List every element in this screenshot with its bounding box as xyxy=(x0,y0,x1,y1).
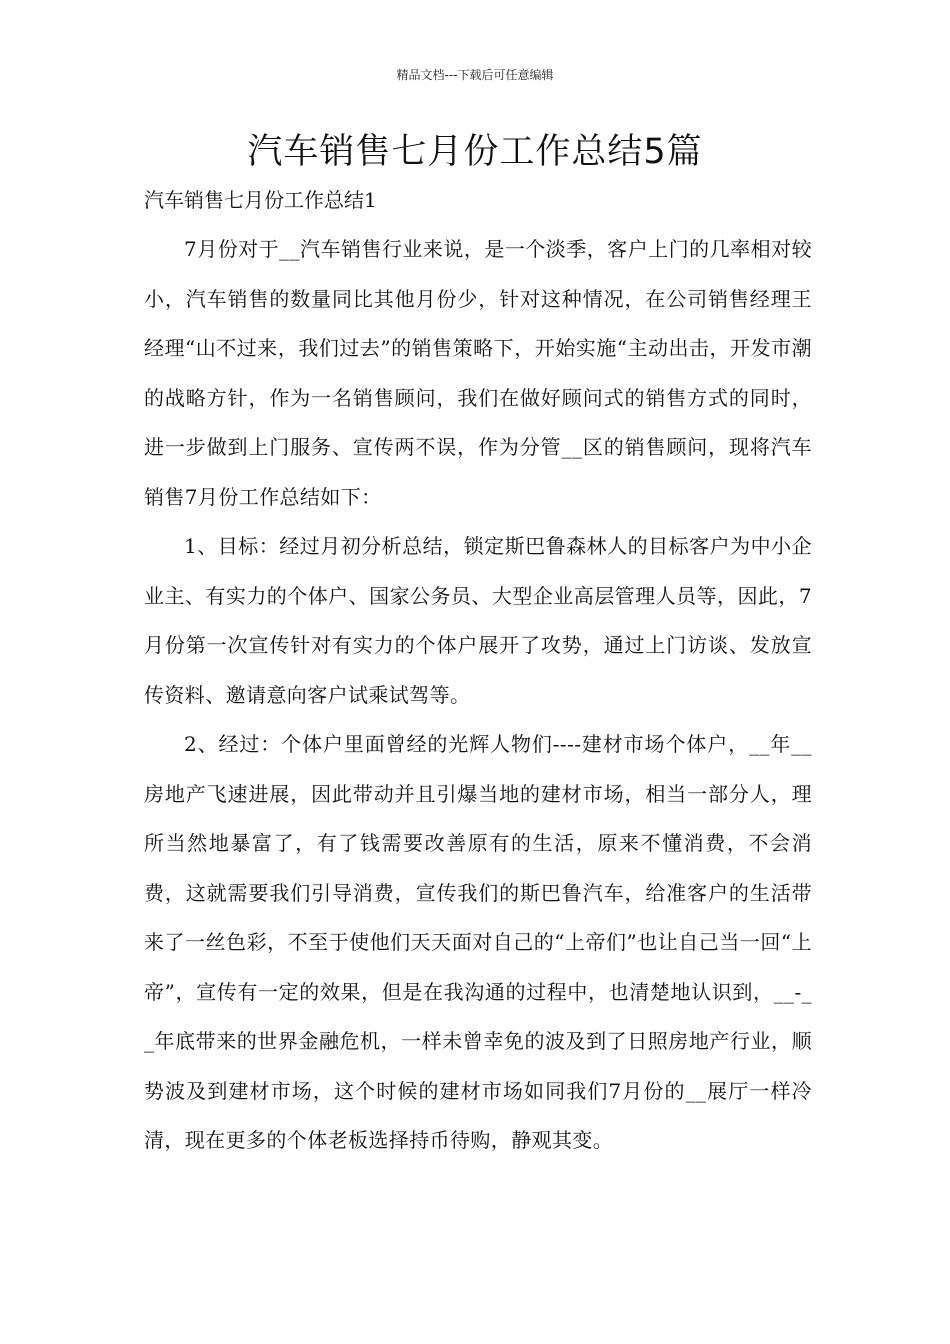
paragraph-target: 1、目标：经过月初分析总结，锁定斯巴鲁森林人的目标客户为中小企业主、有实力的个体户、国家公务员、大型企业高层管理人员等，因此，7月份第一次宣传针对有实力的个体户展开了攻势，通过上门访谈、发放宣传资料、邀请意向客户试乘试驾等。 xyxy=(144,534,812,707)
header-note: 精品文档---下载后可任意编辑 xyxy=(396,68,554,82)
section-heading: 汽车销售七月份工作总结1 xyxy=(144,188,377,212)
paragraph-process: 2、经过：个体户里面曾经的光辉人物们----建材市场个体户，__年__房地产飞速进展，因此带动并且引爆当地的建材市场，相当一部分人，理所当然地暴富了，有了钱需要改善原有的生活，原来不懂消费，不会消费，这就需要我们引导消费，宣传我们的斯巴鲁汽车，给准客户的生活带来了一丝色彩，不至于使他们天天面对自己的“上帝们”也让自己当一回“上帝”，宣传有一定的效果，但是在我沟通的过程中，也清楚地认识到，__-__年底带来的世界金融危机，一样未曾幸免的波及到了日照房地产行业，顺势波及到建材市场，这个时候的建材市场如同我们7月份的__展厅一样冷清，现在更多的个体老板选择持币待购，静观其变。 xyxy=(144,732,812,1152)
document-body xyxy=(144,225,812,1166)
paragraph-intro: 7月份对于__汽车销售行业来说，是一个淡季，客户上门的几率相对较小，汽车销售的数量同比其他月份少，针对这种情况，在公司销售经理王经理“山不过来，我们过去”的销售策略下，开始实施“主动出击，开发市潮的战略方针，作为一名销售顾问，我们在做好顾问式的销售方式的同时，进一步做到上门服务、宣传两不误，作为分管__区的销售顾问，现将汽车销售7月份工作总结如下： xyxy=(144,237,812,509)
document-title: 汽车销售七月份工作总结5篇 xyxy=(247,132,703,172)
